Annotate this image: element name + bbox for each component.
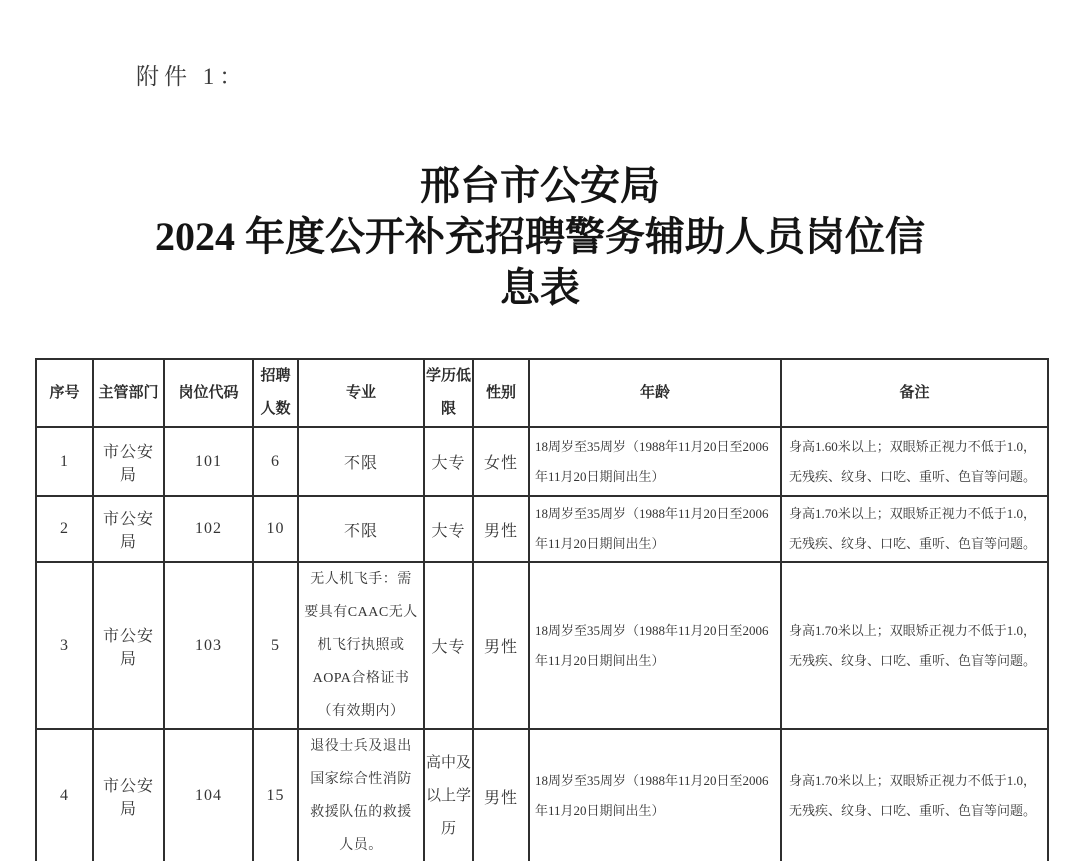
cell-remarks: 身高1.70米以上；双眼矫正视力不低于1.0，无残疾、纹身、口吃、重听、色盲等问题。 (781, 562, 1048, 729)
cell-dept: 市公安局 (93, 427, 164, 496)
position-info-table (35, 358, 1049, 861)
cell-code: 103 (164, 562, 253, 729)
cell-gender: 男性 (473, 729, 529, 861)
cell-seq: 1 (36, 427, 93, 496)
table-row-1 (36, 427, 1048, 496)
column-header-seq: 序号 (36, 359, 93, 427)
cell-remarks: 身高1.60米以上；双眼矫正视力不低于1.0，无残疾、纹身、口吃、重听、色盲等问题。 (781, 427, 1048, 496)
cell-major: 不限 (298, 427, 424, 496)
cell-count: 15 (253, 729, 298, 861)
cell-code: 102 (164, 496, 253, 562)
cell-count: 5 (253, 562, 298, 729)
column-header-code: 岗位代码 (164, 359, 253, 427)
cell-code: 104 (164, 729, 253, 861)
cell-dept: 市公安局 (93, 496, 164, 562)
table-row-2 (36, 496, 1048, 562)
column-header-remarks: 备注 (781, 359, 1048, 427)
cell-remarks: 身高1.70米以上；双眼矫正视力不低于1.0，无残疾、纹身、口吃、重听、色盲等问题。 (781, 496, 1048, 562)
cell-remarks: 身高1.70米以上；双眼矫正视力不低于1.0，无残疾、纹身、口吃、重听、色盲等问题。 (781, 729, 1048, 861)
cell-age: 18周岁至35周岁（1988年11月20日至2006年11月20日期间出生） (529, 427, 781, 496)
cell-dept: 市公安局 (93, 562, 164, 729)
column-header-count: 招聘人数 (253, 359, 298, 427)
cell-age: 18周岁至35周岁（1988年11月20日至2006年11月20日期间出生） (529, 562, 781, 729)
cell-education: 大专 (424, 496, 473, 562)
column-header-age: 年龄 (529, 359, 781, 427)
table-header-row (36, 359, 1048, 427)
cell-age: 18周岁至35周岁（1988年11月20日至2006年11月20日期间出生） (529, 729, 781, 861)
cell-count: 6 (253, 427, 298, 496)
title-line-2: 2024 年度公开补充招聘警务辅助人员岗位信 (155, 214, 925, 259)
table-row-4 (36, 729, 1048, 861)
cell-count: 10 (253, 496, 298, 562)
cell-major: 无人机飞手：需要具有CAAC无人机飞行执照或AOPA合格证书（有效期内） (298, 562, 424, 729)
cell-age: 18周岁至35周岁（1988年11月20日至2006年11月20日期间出生） (529, 496, 781, 562)
cell-seq: 3 (36, 562, 93, 729)
cell-seq: 4 (36, 729, 93, 861)
column-header-dept: 主管部门 (93, 359, 164, 427)
title-line-3: 息表 (500, 265, 580, 310)
cell-gender: 男性 (473, 562, 529, 729)
table-row-3 (36, 562, 1048, 729)
document-title (0, 160, 1080, 313)
cell-education: 大专 (424, 562, 473, 729)
attachment-label: 附件 1： (136, 64, 248, 89)
cell-seq: 2 (36, 496, 93, 562)
cell-dept: 市公安局 (93, 729, 164, 861)
title-line-1: 邢台市公安局 (420, 163, 660, 208)
cell-gender: 女性 (473, 427, 529, 496)
cell-code: 101 (164, 427, 253, 496)
cell-major: 不限 (298, 496, 424, 562)
column-header-major: 专业 (298, 359, 424, 427)
cell-education: 高中及以上学历 (424, 729, 473, 861)
column-header-education: 学历低限 (424, 359, 473, 427)
cell-major: 退役士兵及退出国家综合性消防救援队伍的救援人员。 (298, 729, 424, 861)
cell-gender: 男性 (473, 496, 529, 562)
column-header-gender: 性别 (473, 359, 529, 427)
cell-education: 大专 (424, 427, 473, 496)
